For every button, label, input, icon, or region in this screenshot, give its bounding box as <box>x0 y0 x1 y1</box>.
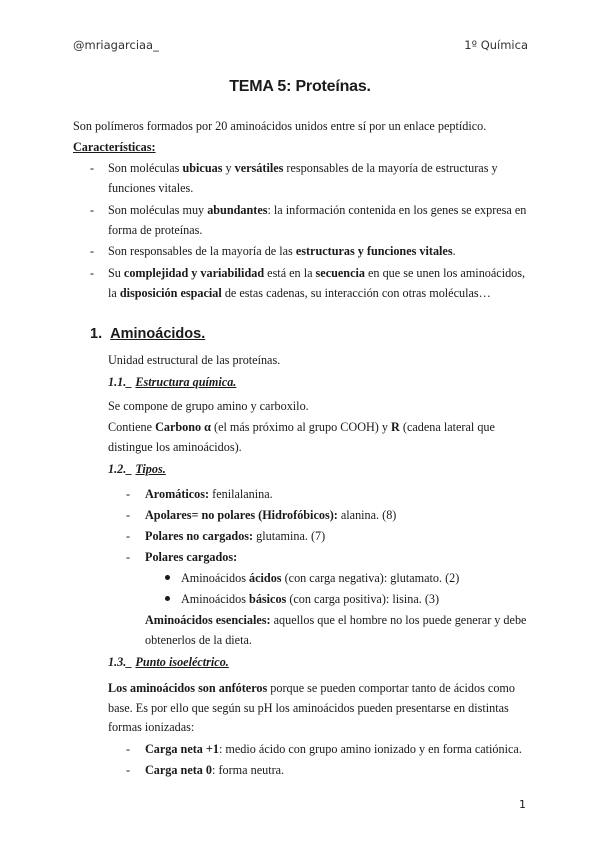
section-heading: 1. Aminoácidos. <box>90 326 206 342</box>
page-number: 1 <box>519 798 526 811</box>
list-item-line: la disposición espacial de estas cadenas, su interacción con otras moléculas… <box>108 286 491 300</box>
bullet-icon <box>165 596 170 601</box>
list-item: Carga neta 0: forma neutra. <box>145 763 285 777</box>
paragraph-line: Se compone de grupo amino y carboxilo. <box>108 399 309 413</box>
list-item: Polares no cargados: glutamina. (7) <box>145 529 326 543</box>
paragraph-line: Aminoácidos esenciales: aquellos que el hombre no los puede generar y debe <box>145 613 527 627</box>
dash: - <box>126 763 131 777</box>
header-course: 1º Química <box>464 38 528 52</box>
caracteristicas-heading: Características: <box>73 140 156 154</box>
paragraph-line: base. Es por ello que según su pH los aminoácidos pueden presentarse en distintas <box>108 701 509 715</box>
dash: - <box>126 508 131 522</box>
list-item-line: Su complejidad y variabilidad está en la secuencia en que se unen los aminoácidos, <box>108 266 526 280</box>
list-item: Aromáticos: fenilalanina. <box>145 487 273 501</box>
paragraph-line: Contiene Carbono α (el más próximo al grupo COOH) y R (cadena lateral que <box>108 420 495 434</box>
page-title: TEMA 5: Proteínas. <box>229 78 371 95</box>
dash: - <box>126 487 131 501</box>
sub-list-item: Aminoácidos ácidos (con carga negativa): glutamato. (2) <box>181 571 460 585</box>
header-author: @mriagarciaa_ <box>73 38 159 52</box>
dash: - <box>90 266 95 280</box>
list-item: Carga neta +1: medio ácido con grupo amino ionizado y en forma catiónica. <box>145 742 522 756</box>
subsection-heading: 1.2._ Tipos. <box>108 462 166 476</box>
list-item-line: Son moléculas ubicuas y versátiles responsables de la mayoría de estructuras y <box>108 161 498 175</box>
list-item-line: funciones vitales. <box>108 181 194 195</box>
list-item-line: Son moléculas muy abundantes: la información contenida en los genes se expresa en <box>108 203 527 217</box>
list-item: Apolares= no polares (Hidrofóbicos): alanina. (8) <box>145 508 397 522</box>
paragraph-line: distingue los aminoácidos). <box>108 440 242 454</box>
dash: - <box>90 203 95 217</box>
dash: - <box>90 161 95 175</box>
list-item: Polares cargados: <box>145 550 238 564</box>
dash: - <box>126 550 131 564</box>
paragraph-line: Los aminoácidos son anfóteros porque se pueden comportar tanto de ácidos como <box>108 681 515 695</box>
sub-list-item: Aminoácidos básicos (con carga positiva): lisina. (3) <box>181 592 440 606</box>
intro-text: Son polímeros formados por 20 aminoácidos unidos entre sí por un enlace peptídico. <box>73 119 487 133</box>
paragraph-line: formas ionizadas: <box>108 720 195 734</box>
bullet-icon <box>165 575 170 580</box>
paragraph-line: obtenerlos de la dieta. <box>145 633 252 647</box>
list-item-line: forma de proteínas. <box>108 223 203 237</box>
subsection-heading: 1.1._ Estructura química. <box>108 375 237 389</box>
subsection-heading: 1.3._ Punto isoeléctrico. <box>108 655 229 669</box>
list-item-line: Son responsables de la mayoría de las estructuras y funciones vitales. <box>108 244 456 258</box>
dash: - <box>126 529 131 543</box>
dash: - <box>90 244 95 258</box>
section-intro: Unidad estructural de las proteínas. <box>108 353 281 367</box>
dash: - <box>126 742 131 756</box>
